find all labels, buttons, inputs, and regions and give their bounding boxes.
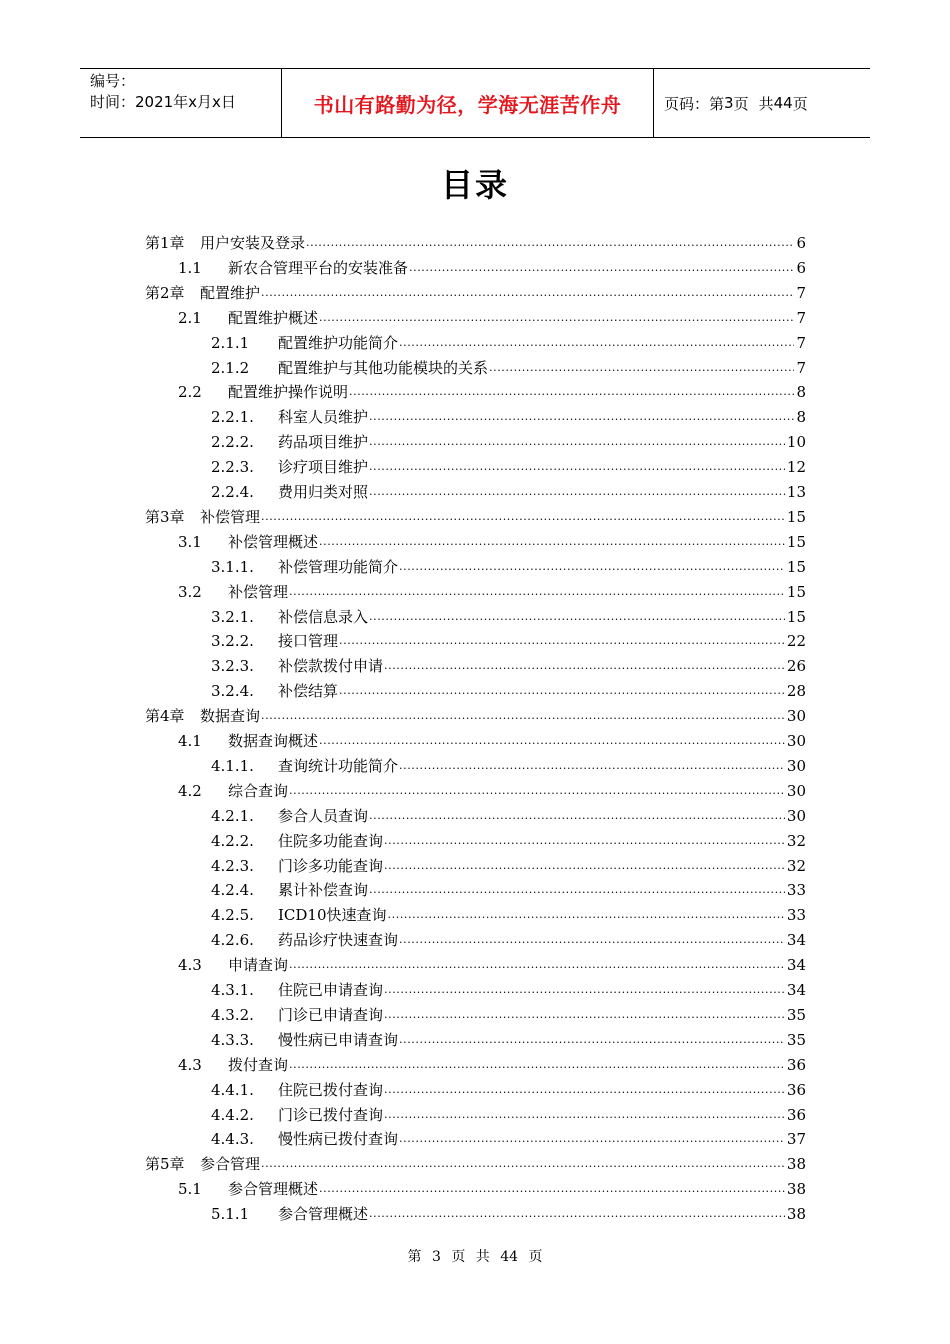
toc-entry[interactable] — [211, 553, 806, 577]
toc-entry-label: 住院已拨付查询 — [278, 1080, 384, 1099]
toc-entry[interactable] — [211, 603, 806, 627]
toc-leader-dots — [369, 435, 785, 449]
toc-entry-page: 7 — [796, 333, 806, 352]
toc-title: 目录 — [440, 166, 509, 204]
toc-leader-dots — [289, 958, 785, 972]
toc-entry-number: 4.3.1. — [211, 981, 254, 999]
toc-entry[interactable] — [211, 677, 806, 701]
toc-entry-label: 补偿管理概述 — [228, 532, 319, 551]
toc-entry[interactable] — [178, 777, 806, 801]
toc-entry-label: 慢性病已申请查询 — [278, 1030, 399, 1049]
toc-entry-label: 综合查询 — [228, 781, 289, 800]
toc-entry-label: 数据查询 — [200, 707, 261, 726]
toc-entry-page: 7 — [796, 308, 806, 327]
toc-entry[interactable] — [178, 727, 806, 751]
toc-entry[interactable] — [211, 852, 806, 876]
toc-entry-label: 接口管理 — [278, 632, 339, 651]
footer-total-unit: 页 — [528, 1249, 543, 1265]
toc-entry-page: 12 — [786, 458, 806, 477]
toc-entry-number: 4.3 — [178, 956, 202, 975]
toc-entry-page: 36 — [786, 1055, 806, 1074]
toc-entry[interactable] — [211, 901, 806, 925]
toc-leader-dots — [399, 933, 785, 947]
toc-entry-page: 15 — [786, 532, 806, 551]
toc-entry-number: 4.3.3. — [211, 1030, 254, 1049]
toc-entry[interactable] — [211, 478, 806, 502]
toc-entry-page: 6 — [796, 234, 806, 252]
toc-entry[interactable] — [211, 453, 806, 477]
toc-entry-number: 4.2.2. — [211, 831, 254, 850]
toc-entry-label: 补偿款拨付申请 — [278, 657, 384, 676]
toc-leader-dots — [369, 610, 785, 624]
toc-leader-dots — [399, 1132, 785, 1146]
toc-entry-label: 补偿管理 — [200, 507, 261, 526]
toc-entry[interactable] — [211, 1026, 806, 1050]
toc-leader-dots — [261, 510, 785, 524]
toc-entry[interactable] — [178, 1051, 806, 1075]
header-motto-cell — [282, 69, 654, 137]
toc-entry[interactable] — [211, 1076, 806, 1100]
toc-entry-label: 门诊已申请查询 — [278, 1005, 384, 1024]
toc-entry-page: 38 — [786, 1155, 806, 1174]
toc-entry-page: 34 — [786, 931, 806, 950]
toc-entry-page: 36 — [786, 1105, 806, 1124]
toc-entry-label: 参合管理概述 — [278, 1205, 369, 1224]
toc-entry-number: 4.2.1. — [211, 806, 254, 825]
toc-entry[interactable] — [211, 976, 806, 1000]
toc-entry[interactable] — [178, 1175, 806, 1199]
toc-entry-label: 参合管理 — [200, 1155, 261, 1174]
toc-entry-number: 4.3.2. — [211, 1005, 254, 1024]
toc-entry-label: 配置维护功能简介 — [278, 333, 399, 352]
toc-entry-number: 4.2.6. — [211, 931, 254, 950]
toc-leader-dots — [339, 684, 785, 698]
toc-entry[interactable] — [211, 403, 806, 427]
toc-leader-dots — [409, 261, 794, 275]
toc-entry[interactable] — [145, 1150, 806, 1174]
toc-entry[interactable] — [211, 627, 806, 651]
toc-entry[interactable] — [211, 802, 806, 826]
toc-leader-dots — [319, 535, 785, 549]
toc-entry-page: 15 — [786, 607, 806, 626]
toc-leader-dots — [339, 634, 785, 648]
toc-entry-label: 申请查询 — [228, 956, 289, 975]
toc-leader-dots — [384, 1083, 785, 1097]
toc-entry-page: 7 — [796, 283, 806, 302]
toc-entry-page: 34 — [786, 956, 806, 975]
toc-entry-number: 第4章 — [145, 707, 185, 726]
toc-entry-number: 5.1.1 — [211, 1205, 250, 1224]
toc-entry-label: 补偿信息录入 — [278, 607, 369, 626]
toc-entry[interactable] — [211, 1001, 806, 1025]
toc-entry[interactable] — [211, 354, 806, 378]
toc-leader-dots — [306, 236, 794, 250]
toc-entry-label: 参合人员查询 — [278, 806, 369, 825]
footer-prefix: 第 — [407, 1249, 422, 1265]
footer-unit: 页 — [451, 1249, 466, 1265]
toc-entry[interactable] — [145, 229, 806, 253]
page-info-prefix: 页码：第 — [664, 94, 725, 113]
toc-entry-label: 查询统计功能简介 — [278, 756, 399, 775]
page-footer — [0, 1246, 950, 1266]
toc-entry[interactable] — [178, 528, 806, 552]
toc-entry-number: 4.4.3. — [211, 1130, 254, 1149]
toc-entry-label: 累计补偿查询 — [278, 881, 369, 900]
toc-entry-number: 4.1 — [178, 732, 202, 750]
toc-leader-dots — [369, 1207, 785, 1221]
toc-entry[interactable] — [145, 503, 806, 527]
toc-entry[interactable] — [211, 652, 806, 676]
toc-entry-number: 4.2.4. — [211, 881, 254, 900]
toc-entry-number: 3.1.1. — [211, 557, 254, 576]
toc-entry-page: 33 — [786, 906, 806, 925]
document-code: 编号： — [90, 72, 136, 90]
toc-leader-dots — [289, 1058, 785, 1072]
header-meta — [80, 69, 282, 137]
toc-entry-page: 30 — [786, 732, 806, 750]
header-motto: 书山有路勤为径，学海无涯苦作舟 — [313, 92, 622, 117]
toc-entry[interactable] — [178, 254, 806, 278]
toc-entry-page: 32 — [786, 831, 806, 850]
toc-entry-number: 2.1.1 — [211, 333, 250, 352]
toc-leader-dots — [369, 883, 785, 897]
toc-entry-label: 配置维护与其他功能模块的关系 — [278, 358, 489, 377]
page-info-total: 44 — [773, 94, 793, 112]
toc-entry-number: 1.1 — [178, 258, 202, 277]
toc-leader-dots — [489, 361, 794, 375]
toc-entry-label: 住院已申请查询 — [278, 981, 384, 999]
toc-entry-number: 2.2.1. — [211, 408, 254, 427]
toc-entry[interactable] — [145, 702, 806, 726]
toc-entry-label: 配置维护操作说明 — [228, 383, 349, 402]
toc-entry-label: 药品项目维护 — [278, 433, 369, 452]
toc-entry-page: 6 — [796, 258, 806, 277]
toc-leader-dots — [261, 286, 794, 300]
toc-leader-dots — [261, 709, 785, 723]
toc-leader-dots — [369, 485, 785, 499]
toc-entry-label: 科室人员维护 — [278, 408, 369, 427]
toc-entry[interactable] — [178, 304, 806, 328]
toc-entry-label: 参合管理概述 — [228, 1180, 319, 1199]
toc-entry-number: 4.2.5. — [211, 906, 254, 925]
toc-entry-page: 7 — [796, 358, 806, 377]
toc-leader-dots — [384, 983, 785, 997]
footer-current-page: 3 — [431, 1249, 441, 1265]
toc-entry-label: 数据查询概述 — [228, 732, 319, 750]
toc-entry-number: 4.1.1. — [211, 756, 254, 775]
toc-entry-number: 4.3 — [178, 1055, 202, 1074]
toc-entry[interactable] — [211, 1101, 806, 1125]
toc-entry-number: 第2章 — [145, 283, 185, 302]
toc-entry-page: 15 — [786, 557, 806, 576]
toc-entry-label: 补偿结算 — [278, 682, 339, 701]
toc-entry-page: 15 — [786, 582, 806, 601]
toc-entry-page: 38 — [786, 1205, 806, 1224]
toc-leader-dots — [369, 809, 785, 823]
toc-leader-dots — [384, 1108, 785, 1122]
toc-leader-dots — [261, 1157, 785, 1171]
toc-leader-dots — [319, 311, 794, 325]
header-page-info — [654, 69, 870, 137]
toc-entry-label: 诊疗项目维护 — [278, 458, 369, 477]
toc-entry-number: 3.1 — [178, 532, 202, 551]
toc-leader-dots — [388, 908, 785, 922]
page-info-total-unit: 页 — [792, 94, 808, 113]
toc-leader-dots — [399, 560, 785, 574]
toc-entry-label: 配置维护 — [200, 283, 261, 302]
toc-entry-page: 32 — [786, 856, 806, 875]
page-info-current: 3 — [724, 94, 734, 112]
toc-entry-number: 4.2.3. — [211, 856, 254, 875]
toc-entry-number: 3.2.1. — [211, 607, 254, 626]
toc-leader-dots — [319, 1182, 785, 1196]
toc-entry-label: 药品诊疗快速查询 — [278, 931, 399, 950]
footer-total-pages: 44 — [500, 1249, 519, 1265]
toc-entry-page: 30 — [786, 806, 806, 825]
toc-entry-number: 5.1 — [178, 1180, 202, 1199]
toc-leader-dots — [369, 410, 794, 424]
toc-leader-dots — [289, 784, 785, 798]
toc-entry-number: 3.2.3. — [211, 657, 254, 676]
toc-leader-dots — [319, 734, 785, 748]
page-info-unit: 页 — [733, 94, 749, 113]
toc-leader-dots — [289, 585, 785, 599]
toc-leader-dots — [384, 659, 785, 673]
toc-entry-label: 配置维护概述 — [228, 308, 319, 327]
toc-entry-number: 3.2.2. — [211, 632, 254, 651]
toc-entry[interactable] — [211, 428, 806, 452]
toc-entry-number: 4.4.1. — [211, 1080, 254, 1099]
toc-entry[interactable] — [211, 926, 806, 950]
toc-entry-label: 拨付查询 — [228, 1055, 289, 1074]
toc-entry[interactable] — [145, 279, 806, 303]
toc-entry-page: 38 — [786, 1180, 806, 1199]
toc-entry-number: 2.2 — [178, 383, 202, 402]
footer-total-prefix: 共 — [475, 1249, 490, 1265]
toc-entry[interactable] — [211, 876, 806, 900]
toc-entry-page: 22 — [786, 632, 806, 651]
toc-leader-dots — [384, 1008, 785, 1022]
toc-entry-label: ICD10快速查询 — [278, 906, 387, 925]
toc-entry-page: 15 — [786, 507, 806, 526]
toc-entry-label: 住院多功能查询 — [278, 831, 384, 850]
toc-leader-dots — [399, 336, 794, 350]
toc-entry[interactable] — [211, 827, 806, 851]
toc-entry[interactable] — [211, 1125, 806, 1149]
toc-entry-page: 37 — [786, 1130, 806, 1149]
toc-entry-page: 30 — [786, 781, 806, 800]
toc-entry-page: 36 — [786, 1080, 806, 1099]
toc-entry-page: 13 — [786, 483, 806, 501]
toc-entry-page: 34 — [786, 981, 806, 999]
toc-entry-number: 3.2 — [178, 582, 202, 601]
toc-entry-page: 8 — [796, 408, 806, 427]
toc-entry-page: 33 — [786, 881, 806, 900]
page-info-total-prefix: 共 — [758, 94, 774, 113]
toc-entry-page: 30 — [786, 707, 806, 726]
toc-entry-page: 10 — [786, 433, 806, 452]
toc-entry-number: 2.2.4. — [211, 483, 254, 501]
toc-entry[interactable] — [178, 951, 806, 975]
toc-entry[interactable] — [211, 752, 806, 776]
toc-entry-label: 慢性病已拨付查询 — [278, 1130, 399, 1149]
toc-entry-label: 补偿管理 — [228, 582, 289, 601]
toc-leader-dots — [384, 859, 785, 873]
document-date: 时间：2021年x月x日 — [90, 93, 236, 111]
toc-entry-page: 30 — [786, 756, 806, 775]
toc-entry-number: 4.2 — [178, 781, 202, 800]
toc-entry-number: 3.2.4. — [211, 682, 254, 701]
toc-entry-number: 第3章 — [145, 507, 185, 526]
toc-leader-dots — [369, 460, 785, 474]
toc-entry-label: 用户安装及登录 — [200, 234, 306, 252]
toc-leader-dots — [399, 759, 785, 773]
toc-entry-label: 费用归类对照 — [278, 483, 369, 501]
toc-entry-page: 8 — [796, 383, 806, 402]
toc-entry-page: 26 — [786, 657, 806, 676]
toc-entry-label: 补偿管理功能简介 — [278, 557, 399, 576]
toc-entry-number: 2.1 — [178, 308, 202, 327]
toc-leader-dots — [384, 834, 785, 848]
toc-leader-dots — [349, 385, 794, 399]
toc-entry-number: 2.1.2 — [211, 358, 250, 377]
toc-entry[interactable] — [211, 1200, 806, 1224]
toc-entry-number: 4.4.2. — [211, 1105, 254, 1124]
toc-entry[interactable] — [178, 578, 806, 602]
toc-entry-label: 新农合管理平台的安装准备 — [228, 258, 409, 277]
toc-leader-dots — [399, 1033, 785, 1047]
toc-entry-page: 35 — [786, 1005, 806, 1024]
toc-entry-page: 28 — [786, 682, 806, 701]
toc-entry-label: 门诊多功能查询 — [278, 856, 384, 875]
toc-entry-number: 第5章 — [145, 1155, 185, 1174]
toc-entry[interactable] — [211, 329, 806, 353]
page-header — [80, 68, 870, 138]
toc-entry-number: 2.2.3. — [211, 458, 254, 477]
toc-entry-label: 门诊已拨付查询 — [278, 1105, 384, 1124]
toc-entry-number: 第1章 — [145, 234, 185, 252]
toc-entry-page: 35 — [786, 1030, 806, 1049]
toc-entry-number: 2.2.2. — [211, 433, 254, 452]
toc-entry[interactable] — [178, 378, 806, 402]
